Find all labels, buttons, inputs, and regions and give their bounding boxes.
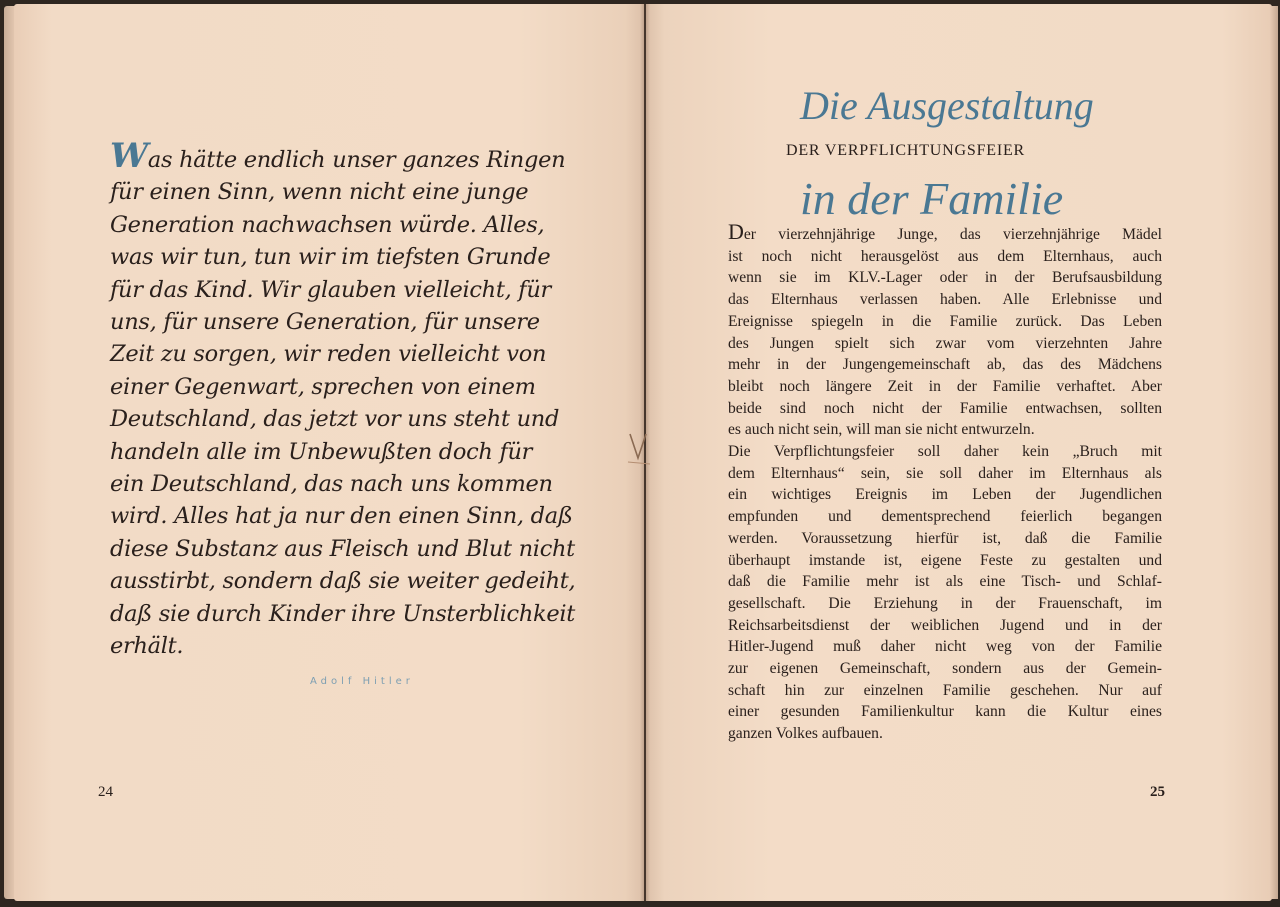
- body-line: bleibt noch längere Zeit in der Familie verhaftet. Aber: [728, 377, 1162, 395]
- quote-line: für einen Sinn, wenn nicht eine junge: [110, 179, 529, 206]
- title-line-1: Die Ausgestaltung: [800, 83, 1094, 128]
- body-line: das Elternhaus verlassen haben. Alle Erlebnisse und: [728, 291, 1162, 309]
- quote-line: uns, für unsere Generation, für unsere: [110, 309, 540, 336]
- body-line: es auch nicht sein, will man sie nicht entwurzeln.: [728, 421, 1035, 439]
- body-line: dem Elternhaus“ sein, sie soll daher im Elternhaus als: [728, 464, 1162, 482]
- body-line: ganzen Volkes aufbauen.: [728, 725, 883, 743]
- quote-line: Deutschland, das jetzt vor uns steht und: [110, 406, 560, 433]
- title-line-2: DER VERPFLICHTUNGSFEIER: [786, 142, 1026, 159]
- right-page-edge: [1270, 6, 1278, 899]
- body-line: daß die Familie mehr ist als eine Tisch- und Schlaf-: [728, 573, 1162, 591]
- body-line: wenn sie im KLV.-Lager oder in der Berufsausbildung: [728, 269, 1162, 287]
- page-number-left: 24: [98, 784, 113, 800]
- quote-line: ausstirbt, sondern daß sie weiter gedeiht,: [110, 568, 576, 595]
- body-line: werden. Voraussetzung hierfür ist, daß die Familie: [728, 529, 1162, 547]
- quote-initial: W: [110, 136, 148, 176]
- body-line: beide sind noch nicht der Familie entwachsen, sollten: [728, 399, 1162, 417]
- body-line: mehr in der Jungengemeinschaft ab, das des Mädchens: [728, 356, 1162, 374]
- page-number-right: 25: [1150, 784, 1165, 800]
- body-text: [728, 219, 1162, 745]
- quote-line: was wir tun, tun wir im tiefsten Grunde: [110, 244, 551, 271]
- quote-line: diese Substanz aus Fleisch und Blut nicht: [110, 535, 575, 562]
- body-line: Ereignisse spiegeln in die Familie zurück. Das Leben: [728, 312, 1162, 330]
- body-line: schaft hin zur einzelnen Familie geschehen. Nur auf: [728, 681, 1162, 699]
- body-line: Reichsarbeitsdienst der weiblichen Jugend und in der: [728, 616, 1162, 634]
- quote-line: wird. Alles hat ja nur den einen Sinn, daß: [110, 503, 573, 530]
- body-dropcap: D: [728, 219, 744, 244]
- body-line: zur eigenen Gemeinschaft, sondern aus der Gemein-: [728, 660, 1162, 678]
- body-line: Hitler-Jugend muß daher nicht weg von der Familie: [728, 638, 1162, 656]
- quote-line: handeln alle im Unbewußten doch für: [110, 438, 533, 465]
- quote-line: Zeit zu sorgen, wir reden vielleicht von: [110, 341, 547, 368]
- quote-line: Was hätte endlich unser ganzes Ringen: [110, 136, 566, 176]
- quote-line: ein Deutschland, das nach uns kommen: [110, 471, 553, 498]
- quote-line: Generation nachwachsen würde. Alles,: [110, 211, 545, 238]
- body-line: Der vierzehnjährige Junge, das vierzehnjährige Mädel: [728, 219, 1162, 244]
- quote-signature: Adolf Hitler: [310, 676, 414, 687]
- body-line: einer gesunden Familienkultur kann die Kultur eines: [728, 703, 1162, 721]
- body-line: Die Verpflichtungsfeier soll daher kein „Bruch mit: [728, 443, 1162, 461]
- body-line: ein wichtiges Ereignis im Leben der Jugendlichen: [728, 486, 1162, 504]
- body-line: des Jungen spielt sich zwar vom vierzehnten Jahre: [728, 334, 1162, 352]
- quote-line: daß sie durch Kinder ihre Unsterblichkeit: [110, 600, 576, 627]
- hitler-quote: [110, 136, 576, 663]
- quote-line: für das Kind. Wir glauben vielleicht, für: [110, 276, 551, 303]
- body-line: überhaupt imstande ist, eigene Feste zu gestalten und: [728, 551, 1162, 569]
- body-line: ist noch nicht herausgelöst aus dem Elternhaus, auch: [728, 247, 1162, 265]
- quote-line: erhält.: [110, 633, 184, 660]
- body-line: empfunden und dementsprechend feierlich begangen: [728, 508, 1162, 526]
- body-line: gesellschaft. Die Erziehung in der Frauenschaft, im: [728, 594, 1162, 612]
- quote-line: einer Gegenwart, sprechen von einem: [110, 373, 536, 400]
- binding-thread-mark: [624, 428, 654, 468]
- title-line-3: in der Familie: [800, 173, 1064, 224]
